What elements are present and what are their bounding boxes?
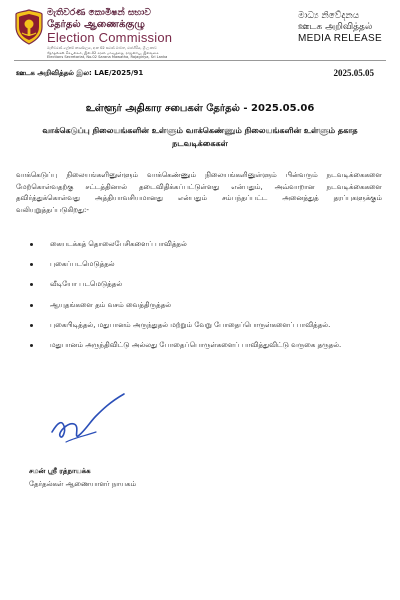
media-release-english: MEDIA RELEASE <box>298 33 382 44</box>
list-item-text: கையடக்கத் தொலைபேசிகளைப் பாவித்தல் <box>50 240 187 248</box>
bullet-icon <box>30 324 33 327</box>
list-item <box>30 340 382 351</box>
list-item <box>30 300 382 311</box>
list-item <box>30 239 382 250</box>
bullet-icon <box>30 263 33 266</box>
list-item-text: வீடியோ படமெடுத்தல் <box>50 280 123 289</box>
signatory-name: சமன் ஸ்ரீ ரத்நாயக்க <box>29 467 91 475</box>
organization-header <box>47 8 227 60</box>
release-date: 2025.05.05 <box>333 68 374 78</box>
prohibited-activities-list <box>30 239 382 360</box>
bullet-icon <box>30 243 33 246</box>
list-item-text: மதுபானம் அருந்திவிட்டு அல்லது போதைப்பொருள்களைப் பாவித்துவிட்டு வருகை தருதல். <box>50 340 342 349</box>
bullet-icon <box>30 283 33 286</box>
list-item <box>30 320 382 331</box>
address-line: Elections Secretariat, No.02 Sarana Mawatha, Rajagiriya, Sri Lanka <box>47 55 168 60</box>
list-item-text: ஆயுதங்களை தம் வசம் வைத்திருத்தல் <box>50 300 172 309</box>
bullet-icon <box>30 344 33 347</box>
org-name-english: Election Commission <box>47 30 173 45</box>
media-release-sinhala: මාධ්‍ය නිවේදනය <box>298 11 360 21</box>
list-item <box>30 259 382 270</box>
reference-number: ஊடக அறிவித்தல் இல: LAE/2025/91 <box>16 69 144 77</box>
org-address <box>47 46 217 60</box>
signatory-title: தேர்தல்கள் ஆணையாளர் நாயகம் <box>29 480 137 488</box>
org-name-sinhala: මැතිවරණ කොමිෂන් සභාව <box>47 8 151 18</box>
org-name-tamil: தேர்தல் ஆணைக்குழு <box>47 19 145 30</box>
bullet-icon <box>30 304 33 307</box>
document-title: உள்ளூர் அதிகார சபைகள் தேர்தல் - 2025.05.06 <box>85 103 315 114</box>
media-release-tamil: ஊடக அறிவித்தல் <box>298 22 373 32</box>
handwritten-signature <box>44 392 134 452</box>
list-item-text: புகைப்படமெடுத்தல் <box>50 260 115 269</box>
list-item-text: புகைபிடித்தல், மதுபானம் அருந்துதல் மற்றும் வேறு போதைப்பொருள்களைப் பாவித்தல். <box>50 320 331 329</box>
media-release-label <box>298 11 382 45</box>
header-divider <box>14 60 386 61</box>
address-line: தேர்தல்கள் செயலகம், இல.02 சரண மாவத்தை, ராஜகிரிய, இலங்கை <box>47 50 159 55</box>
address-line: මැතිවරණ ලේකම් කාර්යාලය, අංක 02 සරණ මාවත, රාජගිරිය, ශ්‍රී ලංකාව <box>47 46 157 50</box>
document-subtitle: வாக்கெடுப்பு நிலையங்களின் உள்ளும் வாக்கெண்ணும் நிலையங்களின் உள்ளும் தகாத நடவடிக்கைகள் <box>42 126 358 148</box>
list-item <box>30 279 382 290</box>
intro-paragraph: வாக்கெடுப்பு நிலையங்களினுள்ளும் வாக்கெண்ணும் நிலையங்களினுள்ளும் பின்வரும் நடவடிக்கைகளை மேற்கொள்வதற்கு சட்டத்தினால் தடைவிதிக்கப்பட்டுள்ளது என்பதும், அவ்வாறான நடவடிக்கைகளை தவிர்த்துக்கொள்வது அத்தியாவசியமானது என்பதும் சம்பந்தப்பட்ட அனைத்துத் தரப்புகளுக்கும் வலியுறுத்தப்படுகிறது:- <box>16 171 382 214</box>
election-commission-emblem-icon <box>14 9 44 45</box>
